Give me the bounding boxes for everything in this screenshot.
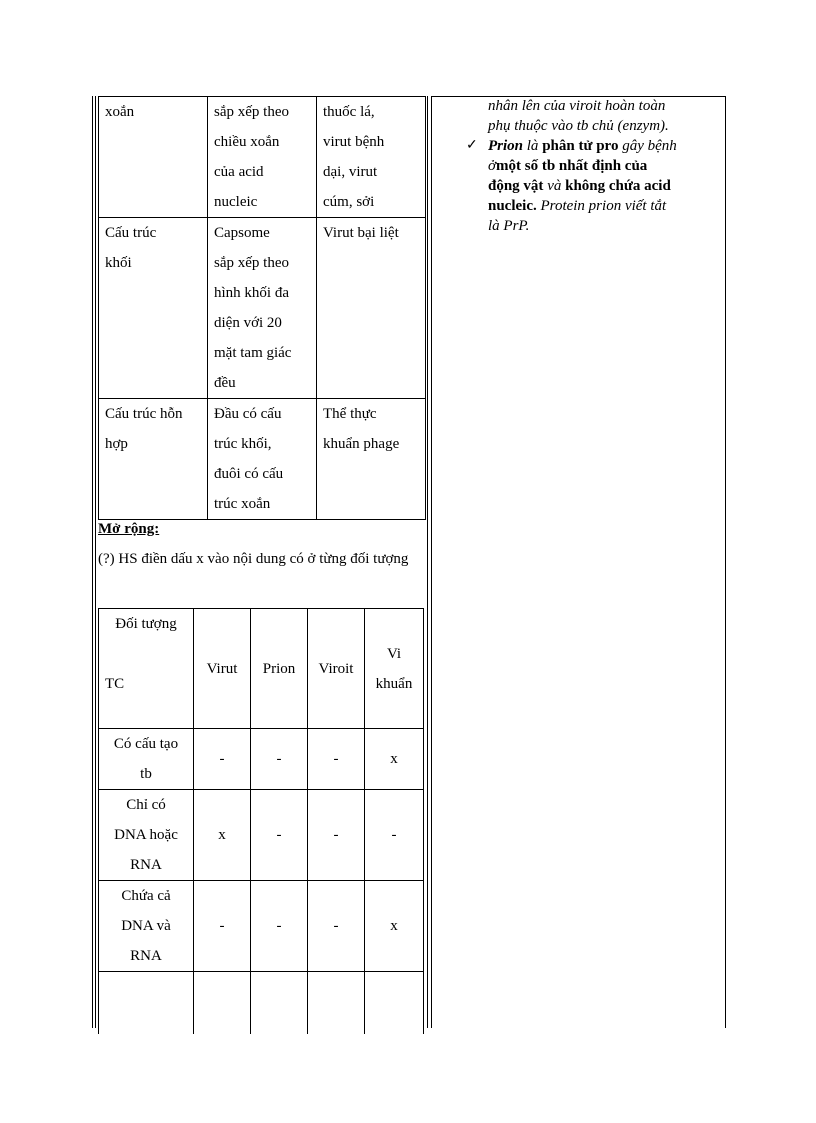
table-cell: - xyxy=(251,729,308,790)
cell-line: Đầu có cấu xyxy=(214,406,282,422)
right-column-text xyxy=(466,96,726,236)
col-header: Viroit xyxy=(308,609,365,729)
cell-line: của acid xyxy=(214,164,264,180)
text-fragment: động vật xyxy=(488,178,544,194)
cell-line: cúm, sởi xyxy=(323,194,375,210)
table-cell: x xyxy=(365,729,424,790)
cell-line: trúc xoắn xyxy=(214,496,271,512)
cell-line: sắp xếp theo xyxy=(214,104,289,120)
table-cell: x xyxy=(365,881,424,972)
cell-line: dại, virut xyxy=(323,164,378,180)
cell-line: virut bệnh xyxy=(323,134,385,150)
row-label: DNA và xyxy=(121,918,171,934)
question-text: (?) HS điền dấu x vào nội dung có ở từng đối tượng xyxy=(98,551,409,567)
corner-bottom-label: TC xyxy=(105,676,125,692)
text-fragment: là xyxy=(523,138,543,154)
cell-line: nucleic xyxy=(214,194,258,210)
text-fragment: và xyxy=(543,178,566,194)
table-cell: - xyxy=(365,790,424,881)
row-label: DNA hoặc xyxy=(114,827,178,843)
table-row xyxy=(99,881,424,972)
col-header: Vi xyxy=(386,645,402,662)
col-header: Prion xyxy=(251,609,308,729)
cell-line: thuốc lá, xyxy=(323,104,375,120)
table-cell: - xyxy=(251,790,308,881)
checkmark-icon: ✓ xyxy=(466,138,478,153)
viroit-text-line-2: phụ thuộc vào tb chủ (enzym). xyxy=(488,118,669,134)
prion-term: Prion xyxy=(488,138,524,154)
text-fragment: một số tb nhất định của xyxy=(496,158,648,174)
cell-line: mặt tam giác xyxy=(214,345,292,361)
text-fragment: ở xyxy=(488,158,497,174)
table-cell: - xyxy=(194,881,251,972)
table-row xyxy=(99,97,426,218)
table-header-row xyxy=(99,609,424,729)
text-fragment: gây bệnh xyxy=(618,138,677,154)
text-fragment: nucleic. xyxy=(488,198,537,214)
middle-border-2 xyxy=(431,96,432,1028)
text-fragment: phân tử pro xyxy=(542,138,619,154)
cell-line: đều xyxy=(214,375,236,391)
text-fragment: Protein prion viết tắt xyxy=(536,198,667,214)
row-label: RNA xyxy=(130,857,162,873)
cell-line: sắp xếp theo xyxy=(214,255,289,271)
table-row-empty xyxy=(99,972,424,1034)
virus-structure-table xyxy=(98,96,426,520)
outer-left-border-2 xyxy=(95,96,96,1028)
corner-top-label: Đối tượng xyxy=(115,616,177,632)
text-fragment: là PrP. xyxy=(488,218,530,234)
text-fragment: không chứa acid xyxy=(565,178,671,194)
row-label: tb xyxy=(140,766,152,782)
cell-text: xoắn xyxy=(105,104,135,120)
cell-line: chiều xoắn xyxy=(214,134,280,150)
viroit-text-line-1: nhân lên của viroit hoàn toàn xyxy=(488,98,666,114)
table-cell: - xyxy=(308,729,365,790)
cell-line: đuôi có cấu xyxy=(214,466,284,482)
table-cell: x xyxy=(194,790,251,881)
comparison-table xyxy=(98,608,424,1034)
outer-left-border-1 xyxy=(92,96,93,1028)
row-label: Chỉ có xyxy=(126,797,166,813)
cell-line: diện với 20 xyxy=(214,315,282,331)
table-row xyxy=(99,399,426,520)
section-heading: Mở rộng: xyxy=(98,521,160,537)
cell-line: khối xyxy=(105,255,132,271)
table-row xyxy=(99,729,424,790)
table-cell: - xyxy=(308,790,365,881)
table-row xyxy=(99,790,424,881)
row-label: RNA xyxy=(130,948,162,964)
cell-line: Cấu trúc xyxy=(105,225,157,241)
table-cell: - xyxy=(308,881,365,972)
cell-line: Cấu trúc hỗn xyxy=(105,406,183,422)
col-header: Virut xyxy=(194,609,251,729)
row-label: Chứa cả xyxy=(121,888,171,904)
cell-line: Capsome xyxy=(214,225,270,241)
cell-line: trúc khối, xyxy=(214,436,272,452)
cell-line: Thể thực xyxy=(323,406,377,422)
cell-line: hình khối đa xyxy=(214,285,289,301)
table-row xyxy=(99,218,426,399)
cell-line: khuẩn phage xyxy=(323,436,400,452)
col-header: khuẩn xyxy=(375,675,413,692)
cell-line: hợp xyxy=(105,436,128,452)
table-cell: - xyxy=(194,729,251,790)
cell-line: Virut bại liệt xyxy=(323,225,399,241)
table-cell: - xyxy=(251,881,308,972)
prion-bullet xyxy=(466,136,726,236)
row-label: Có cấu tạo xyxy=(113,736,179,752)
